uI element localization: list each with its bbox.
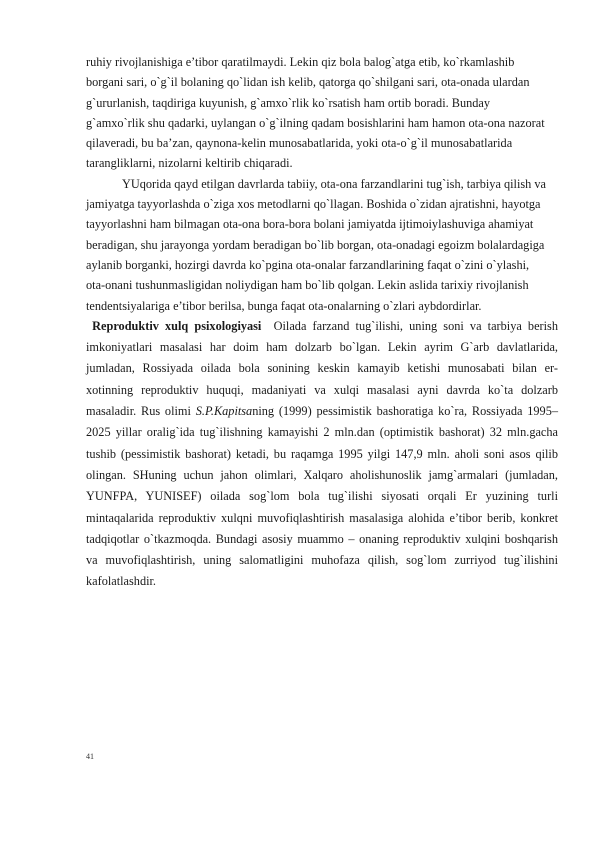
paragraph-historical-parenting-text: YUqorida qayd etilgan davrlarda tabiiy, ota-ona farzandlarini tug`ish, tarbiya qilish va jamiyatga tayyorlashda o`ziga xos metodlarni qo`llagan. Boshida o`zidan ajratishni, hayotga tayyorlashni ham bilmagan ota-ona bora-bora bolani jamiyatda ijtimoiylashuviga ahamiyat beradigan, shu jarayonga yordam beradigan bo`lib borgan, ota-onadagi egoizm bolalardagiga aylanib borganki, hozirgi davrda ko`pgina ota-onalar farzandlarining faqat o`zini o`ylashi, ota-onani tushunmasligidan noliydigan ham bo`lib qolgan. Lekin aslida tarixiy rivojlanish tendentsiyalariga e’tibor berilsa, bunga faqat ota-onalarning o`zlari aybdordirlar. bbox=[86, 176, 546, 313]
section-heading: Reproduktiv xulq psixologiyasi bbox=[92, 318, 262, 333]
paragraph-historical-parenting bbox=[86, 174, 546, 316]
paragraph-reproductive-text-2: ning (1999) pessimistik bashoratiga ko`ra, Rossiyada 1995–2025 yillar oralig`ida tug`ilishning kamayishi 2 mln.dan (optimistik bashorat) 32 mln.gacha tushib (pessimistik bashorat) ketadi, bu raqamga 1995 yilgi 147,9 mln. aholi soni asos qilib olingan. SHuning uchun jahon olimlari, Xalqaro aholishunoslik jamg`armalari (jumladan, YUNFPA, YUNISEF) oilada sog`lom bola tug`ilishi siyosati orqali Er yuzining turli mintaqalarida reproduktiv xulqni muvofiqlashtirish masalasiga alohida e’tibor berib, konkret tadqiqotlar o`tkazmoqda. Bundagi asosiy muammo – onaning reproduktiv xulqini boshqarish va muvofiqlashtirish, uning salomatligini muhofaza qilish, sog`lom zurriyod tug`ilishini kafolatlashdir. bbox=[86, 404, 558, 589]
paragraph-reproductive-text-1: Oilada farzand tug`ilishi, uning soni va tarbiya berish imkoniyatlari masalasi har doim ham dolzarb bo`lgan. Lekin ayrim G`arb davlatlarida, jumladan, Rossiyada oilada bola sonining keskin kamayib ketishi munosabati bilan er-xotinning reproduktiv huquqi, madaniyati va xulqi masalasi ayni davrda ko`ta dolzarb masaladir. Rus olimi bbox=[86, 318, 558, 419]
paragraph-reproductive-behavior bbox=[86, 316, 558, 593]
author-name: S.P.Kapitsa bbox=[195, 404, 253, 419]
page-number: 41 bbox=[86, 752, 94, 761]
paragraph-family-care: ruhiy rivojlanishiga e’tibor qaratilmaydi. Lekin qiz bola balog`atga etib, ko`rkamlashib borgani sari, o`g`il bolaning qo`lidan ish kelib, qatorga qo`shilgani sari, ota-onada ulardan g`ururlanish, taqdiriga kuyunish, g`amxo`rlik ko`rsatish ham ortib boradi. Bunday g`amxo`rlik shu qadarki, uylangan o`g`ilning qadam bosishlarini ham hamon ota-ona nazorat qilaveradi, bu ba’zan, qaynona-kelin munosabatlarida, yoki ota-o`g`il munosabatlarida tarangliklarni, nizolarni keltirib chiqaradi. bbox=[86, 55, 545, 171]
document-page bbox=[86, 52, 558, 593]
